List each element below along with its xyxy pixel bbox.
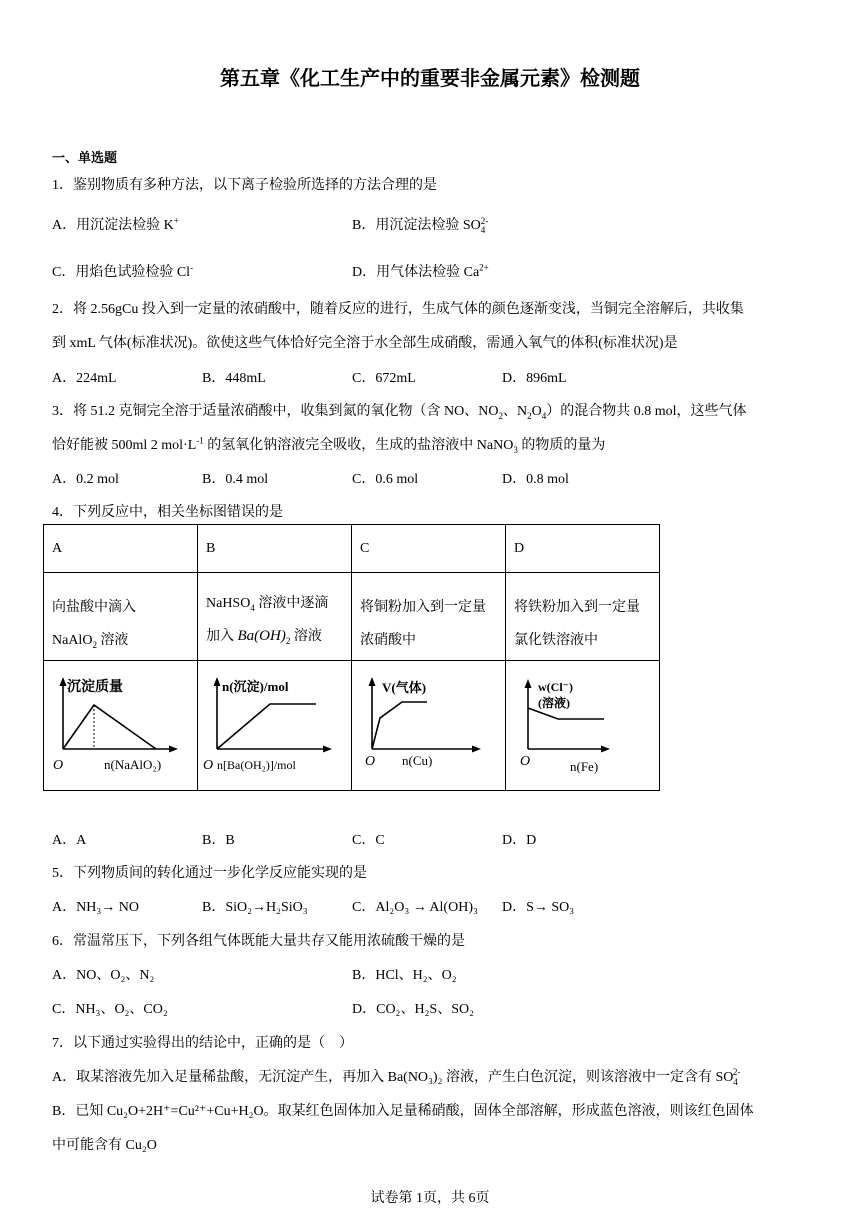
- q5-option-b: B．SiO₂→H₂SiO₃: [202, 900, 308, 915]
- q4-graph-b: [198, 661, 351, 785]
- q5-option-a: A．NH₃→ NO: [52, 900, 139, 915]
- graph-c-x-label: n(Cu): [402, 753, 433, 768]
- graph-d-y-label-2: (溶液): [538, 696, 570, 710]
- q4-header-b: B: [198, 525, 352, 573]
- q3-option-d: D．0.8 mol: [502, 472, 569, 487]
- q1-option-d: D．用气体法检验 $Ca^{2+}$: [352, 262, 489, 280]
- graph-d-origin: O: [520, 754, 531, 769]
- graph-d-x-label: n(Fe): [570, 759, 599, 774]
- q3-stem-line2: 恰好能被 500ml 2 $mol\cdot L^{-1}$ 的氢氧化钠溶液完全吸收，生成的盐溶液中 NaNO$_3$ 的物质的量为: [52, 435, 606, 455]
- q4-header-c: C: [352, 525, 506, 573]
- q4-graph-a: [44, 661, 197, 785]
- graph-a-origin: O: [53, 758, 64, 773]
- q4-option-c: C．C: [352, 833, 385, 848]
- graph-c-origin: O: [365, 754, 376, 769]
- q3-option-a: A．0.2 mol: [52, 472, 119, 487]
- q2-option-d: D．896mL: [502, 371, 567, 386]
- q4-option-b: B．B: [202, 833, 235, 848]
- q2-stem-line2: 到 xmL 气体(标准状况)。欲使这些气体恰好完全溶于水全部生成硝酸，需通入氧气的体积(标准状况)是: [52, 336, 678, 351]
- q4-option-a: A．A: [52, 833, 87, 848]
- q1-option-b: B．用沉淀法检验 SO2- 4: [352, 215, 489, 235]
- q5-stem: 5．下列物质间的转化通过一步化学反应能实现的是: [52, 866, 367, 881]
- graph-a-y-label: 沉淀质量: [67, 680, 123, 695]
- q2-option-a: A．224mL: [52, 371, 117, 386]
- q1-stem: 1．鉴别物质有多种方法，以下离子检验所选择的方法合理的是: [52, 178, 437, 193]
- graph-c-y-label: V(气体): [382, 680, 427, 695]
- q4-table: [43, 524, 660, 791]
- q5-option-d: D．S→ SO₃: [502, 900, 575, 915]
- q4-graph-a-cell: [44, 661, 198, 791]
- section-heading: 一、单选题: [52, 151, 118, 166]
- q7-option-b-line1: B．已知 Cu₂O+2H⁺=Cu²⁺+Cu+H₂O。取某红色固体加入足量稀硝酸，固体全部溶解，形成蓝色溶液，则该红色固体: [52, 1104, 754, 1119]
- q6-option-a: A．NO、O₂、N₂: [52, 968, 155, 983]
- q4-graph-d-cell: [506, 661, 660, 791]
- q3-option-b: B．0.4 mol: [202, 472, 269, 487]
- q6-option-c: C．NH₃、O₂、CO₂: [52, 1002, 168, 1017]
- graph-b-origin: O: [203, 758, 214, 773]
- q4-header-a: A: [44, 525, 198, 573]
- q1-option-c: C．用焰色试验检验 Cl-: [52, 262, 194, 280]
- graph-b-x-label: n[Ba(OH₂)]/mol: [217, 758, 296, 772]
- q4-graph-c-cell: [352, 661, 506, 791]
- q4-header-d: D: [506, 525, 660, 573]
- q7-option-b-line2: 中可能含有 Cu₂O: [52, 1138, 157, 1153]
- q6-option-b: B．HCl、H₂、O₂: [352, 968, 457, 983]
- q6-option-d: D．CO₂、H₂S、SO₂: [352, 1002, 474, 1017]
- q2-option-b: B．448mL: [202, 371, 266, 386]
- q5-option-c: C．Al₂O₃ → Al(OH)₃: [352, 900, 478, 915]
- q6-stem: 6．常温常压下，下列各组气体既能大量共存又能用浓硫酸干燥的是: [52, 934, 465, 949]
- q4-graph-c: [352, 661, 505, 785]
- q4-desc-b: NaHSO$_4$ 溶液中逐滴 加入 $Ba(OH)_2$ 溶液: [198, 573, 352, 661]
- q3-stem-line1: 3．将 51.2 克铜完全溶于适量浓硝酸中，收集到氮的氧化物（含 NO、$NO_2$、$N_2O_4$）的混合物共 0.8 mol，这些气体: [52, 404, 747, 421]
- q4-desc-a: 向盐酸中滴入 NaAlO$_2$ 溶液: [44, 573, 198, 661]
- q7-stem: 7．以下通过实验得出的结论中，正确的是（ ）: [52, 1036, 353, 1051]
- q4-desc-d: 将铁粉加入到一定量 氯化铁溶液中: [506, 573, 660, 661]
- q4-graph-d: [506, 661, 659, 785]
- graph-b-y-label: n(沉淀)/mol: [222, 679, 289, 694]
- q1-option-a: A．用沉淀法检验 K+: [52, 215, 179, 233]
- q4-stem: 4．下列反应中，相关坐标图错误的是: [52, 505, 283, 520]
- q4-desc-c: 将铜粉加入到一定量 浓硝酸中: [352, 573, 506, 661]
- page-title: 第五章《化工生产中的重要非金属元素》检测题: [220, 66, 640, 90]
- page-footer: 试卷第 1页，共 6页: [370, 1191, 490, 1206]
- q4-graph-b-cell: [198, 661, 352, 791]
- q2-stem-line1: 2．将 2.56gCu 投入到一定量的浓硝酸中，随着反应的进行，生成气体的颜色逐渐变浅，当铜完全溶解后，共收集: [52, 302, 744, 317]
- q4-option-d: D．D: [502, 833, 537, 848]
- q2-option-c: C．672mL: [352, 371, 416, 386]
- graph-a-x-label: n(NaAlO₂): [104, 757, 162, 772]
- q3-option-c: C．0.6 mol: [352, 472, 419, 487]
- graph-d-y-label: w(Cl⁻): [538, 680, 573, 694]
- q7-option-a: A．取某溶液先加入足量稀盐酸，无沉淀产生，再加入 Ba(NO₃)₂ 溶液，产生白色沉淀，则该溶液中一定含有 $SO_4^{2-}$: [52, 1067, 741, 1087]
